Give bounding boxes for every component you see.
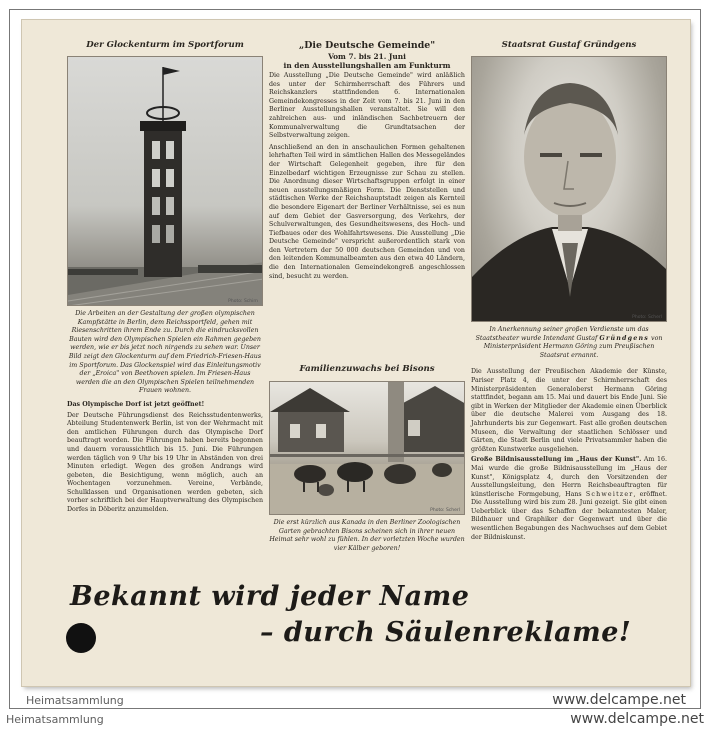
bell-tower-illustration bbox=[68, 57, 263, 306]
bildnis-name: Schweitzer bbox=[585, 490, 634, 498]
gruendgens-portrait bbox=[471, 56, 667, 322]
middle-column bbox=[269, 20, 465, 552]
bildnis-title: Große Bildnisausstellung im „Haus der Kunst". bbox=[471, 456, 642, 464]
watermark-left-2: Heimatsammlung bbox=[6, 713, 104, 726]
saeulenreklame-ad bbox=[62, 577, 672, 677]
bildnis-tail: , eröffnet. Die Ausstellung wird bis zum 28. Juni gezeigt. Sie gibt einen Ueberblick über das Schaffen der bekanntesten Maler, Bildhauer und Graphiker der Gegenwart und über die wesentlichen Begabungen des Nachwuchses auf dem Gebiet der Bildniskunst. bbox=[471, 490, 667, 541]
gemeinde-paragraph-1: Die Ausstellung „Die Deutsche Gemeinde" wird anläßlich des unter der Schirmherrschaft des Führers und Reichskanzlers stattfindenden 6. Internationalen Gemeindekongresses in der Zeit vom 7. bis 21. Juni in den Berliner Ausstellungshallen veranstaltet. Sie will den zahlreichen aus- und inländischen Sachbetreuern der Kommunalverwaltung die Grundtatsachen der Selbstverwaltung zeigen. bbox=[269, 72, 465, 140]
gemeinde-heading: „Die Deutsche Gemeinde" bbox=[298, 40, 436, 51]
gemeinde-paragraph-2: Anschließend an den in anschaulichen Formen gehaltenen lehrhaften Teil wird in sämtlichen Hallen des Messegeländes der Wirtschaft Gelegenheit gegeben, ihre für den Einzelbedarf wichtigen Erzeugnisse zur Schau zu stellen. Die Anordnung dieser Wirtschaftsgruppen erfolgt in einer neuen ausstellungsmäßigen Form. Die Dienststellen und städtischen Werke der Reichshauptstadt zeigen als Kernteil die besondere Eigenart der Berliner Verhältnisse, sei es nun auf dem Gebiet der Gasversorgung, des Verkehrs, der Schulverwaltungen, des Gesundheitswesens, des Hoch- und Tiefbaues oder des Wohlfahrtswesens. Die Ausstellung „Die Deutsche Gemeinde" verspricht außerordentlich stark von den Vertretern der 50 000 deutschen Gemeinden und von den leitenden Kommunalbeamten aus den etwa 40 Ländern, die den Internationalen Gemeindekongreß angeschlossen sind, besucht zu werden. bbox=[269, 143, 465, 280]
bison-photo bbox=[269, 381, 465, 515]
tower-caption: Die Arbeiten an der Gestaltung der großen olympischen Kampfstätte in Berlin, dem Reichssportfeld, gehen mit Riesenschritten ihrem Ende zu. Durch die eindrucksvollen Bauten wird den Olympischen Spielen ein Rahmen gegeben werden, wie er bis jetzt noch nirgends zu sehen war. Unser Bild zeigt den Glockenturm auf dem Friedrich-Friesen-Haus im Sportforum. Das Glockenspiel wird das Einleitungsmotiv der „Eroica" von Beethoven spielen. Im Friesen-Haus werden die an den Olympischen Spielen teilnehmenden Frauen wohnen. bbox=[68, 310, 262, 395]
watermark-right-1: www.delcampe.net bbox=[552, 692, 686, 708]
caption-lead: In Anerkennung seiner großen Verdienste um das Staatstheater wurde Intendant Gustaf bbox=[475, 326, 649, 342]
olympic-village-text: Der Deutsche Führungsdienst des Reichsstudentenwerks, Abteilung Studentenwerk Berlin, ist von der Wehrmacht mit den amtlichen Führungen durch das Olympische Dorf beauftragt worden. Die Führungen haben bereits begonnen und dauern voraussichtlich bis 15. Juni. Die Führungen werden täglich von 9 Uhr bis 19 Uhr in Abständen von drei Minuten erledigt. Wegen des großen Andrangs wird gebeten, die Besichtigung, wenn möglich, auch an Wochentagen vorzunehmen. Vereine, Verbände, Schulklassen und Organisationen werden gebeten, sich vorher schriftlich bei der Hauptverwaltung des Olympischen Dorfes in Döberitz anzumelden. bbox=[67, 411, 263, 514]
caption-tail: von Ministerpräsident Hermann Göring zum Preußischen Staatsrat ernannt. bbox=[483, 334, 663, 359]
gemeinde-location: in den Ausstellungshallen am Funkturm bbox=[283, 61, 451, 70]
gruendgens-heading: Staatsrat Gustaf Gründgens bbox=[501, 40, 637, 50]
portrait-illustration bbox=[472, 57, 667, 322]
bildnis-lead: Am 16. Mai wurde die große Bildnisausstellung im „Haus der Kunst", Königsplatz 4, durch den Vorsitzenden der Ausstellungsleitung, den Herrn Reichsbeauftragten für künstlerische Formgebung, Hans bbox=[471, 456, 667, 498]
tower-photo bbox=[67, 56, 263, 306]
caption-name: Gründgens bbox=[599, 334, 649, 342]
right-column bbox=[471, 20, 667, 542]
portrait-photo-credit: Photo: Scherl bbox=[632, 315, 662, 320]
gemeinde-date: Vom 7. bis 21. Juni bbox=[328, 52, 406, 61]
bison-photo-credit: Photo: Scherl bbox=[430, 508, 460, 513]
tower-photo-credit: Photo: Schirn bbox=[228, 299, 258, 304]
ad-bullet-dot bbox=[66, 623, 96, 653]
akademie-paragraph: Die Ausstellung der Preußischen Akademie der Künste, Pariser Platz 4, die unter der Schirmherrschaft des Ministerpräsidenten Generaloberst Hermann Göring stattfindet, begann am 15. Mai und dauert bis Ende Juni. Sie gibt in Werken der Mitglieder der Akademie einen Überblick über die deutsche Malerei vom Ausgang des 18. Jahrhunderts bis zur Gegenwart. Fast alle großen deutschen Museen, die Verwaltung der staatlichen Schlösser und Gärten, die Stadt Berlin und viele Privatsammler haben die größten Kunstwerke ausgeliehen. bbox=[471, 368, 667, 453]
ad-line-1: Bekannt wird jeder Name bbox=[70, 581, 470, 612]
olympic-village-title: Das Olympische Dorf ist jetzt geöffnet! bbox=[67, 400, 205, 408]
left-column bbox=[67, 20, 263, 515]
watermark-left-1: Heimatsammlung bbox=[26, 694, 124, 707]
bison-heading: Familienzuwachs bei Bisons bbox=[299, 364, 435, 374]
bildnis-paragraph bbox=[471, 456, 667, 542]
newspaper-page bbox=[22, 20, 690, 686]
ad-line-2: – durch Säulenreklame! bbox=[260, 617, 632, 648]
watermark-right-2: www.delcampe.net bbox=[570, 711, 704, 727]
tower-heading: Der Glockenturm im Sportforum bbox=[86, 40, 244, 50]
bison-illustration bbox=[270, 382, 465, 515]
bison-caption: Die erst kürzlich aus Kanada in den Berliner Zoologischen Garten gebrachten Bisons scheinen sich in ihrer neuen Heimat sehr wohl zu fühlen. In der vorletzten Woche wurden vier Kälber geboren! bbox=[269, 519, 465, 552]
gruendgens-caption bbox=[471, 326, 667, 360]
